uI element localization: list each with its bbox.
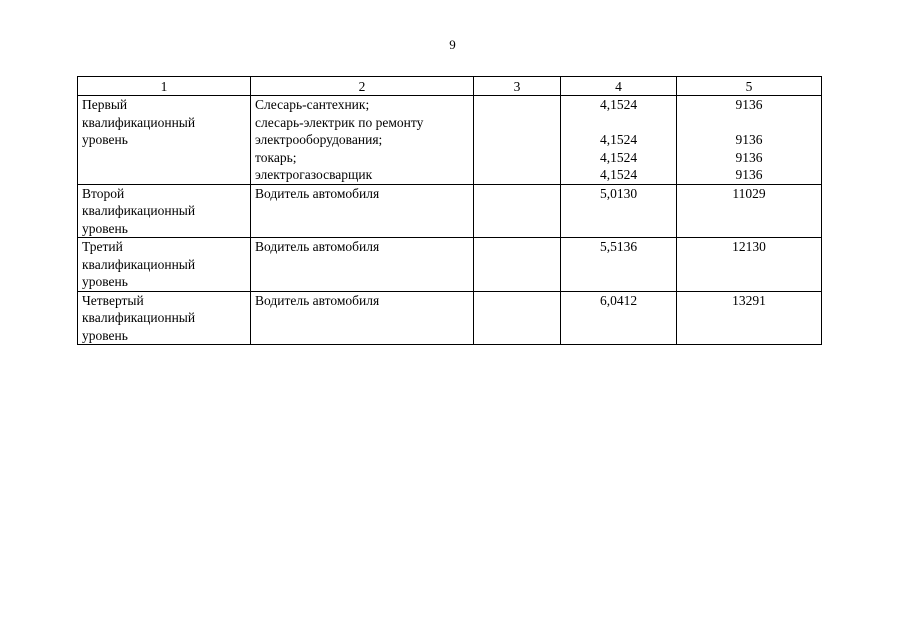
column-3-cell bbox=[474, 96, 561, 185]
table-row bbox=[78, 96, 822, 185]
coefficient-cell bbox=[561, 184, 677, 238]
column-header-4: 4 bbox=[561, 77, 677, 96]
level-text-line: уровень bbox=[82, 132, 128, 147]
salary-value bbox=[681, 114, 817, 132]
table-header-row bbox=[78, 77, 822, 96]
level-text-line: уровень bbox=[82, 327, 128, 343]
salary-value: 9136 bbox=[735, 132, 763, 147]
positions-cell bbox=[251, 238, 474, 292]
position-text-line: электрогазосварщик bbox=[255, 167, 373, 182]
column-header-2: 2 bbox=[251, 77, 474, 96]
column-header-1: 1 bbox=[78, 77, 251, 96]
qualification-level-cell bbox=[78, 96, 251, 185]
positions-cell bbox=[251, 96, 474, 185]
coefficient-value: 4,1524 bbox=[599, 149, 638, 165]
level-text-line: квалификационный bbox=[82, 114, 196, 130]
page-number: 9 bbox=[449, 37, 456, 52]
coefficient-cell bbox=[561, 238, 677, 292]
coefficient-value: 4,1524 bbox=[599, 132, 638, 147]
salary-value: 12130 bbox=[732, 239, 766, 254]
qualification-level-cell bbox=[78, 238, 251, 292]
salary-cell bbox=[677, 291, 822, 345]
coefficient-value: 4,1524 bbox=[599, 97, 638, 112]
coefficient-value: 6,0412 bbox=[599, 292, 638, 308]
level-text-line: уровень bbox=[82, 220, 128, 236]
level-text-line: квалификационный bbox=[82, 310, 196, 325]
salary-value: 9136 bbox=[735, 97, 763, 112]
coefficient-value: 4,1524 bbox=[599, 167, 638, 182]
position-text-line: Водитель автомобиля bbox=[255, 185, 380, 201]
position-text-line: Водитель автомобиля bbox=[255, 239, 380, 254]
position-text-line: слесарь-электрик по ремонту bbox=[255, 114, 424, 130]
qualification-level-cell bbox=[78, 291, 251, 345]
salary-value: 9136 bbox=[735, 167, 763, 182]
table-row bbox=[78, 238, 822, 292]
level-text-line: Первый bbox=[82, 97, 128, 112]
positions-cell bbox=[251, 184, 474, 238]
level-text-line: Второй bbox=[82, 185, 125, 201]
position-text-line: электрооборудования; bbox=[255, 132, 383, 147]
coefficient-value bbox=[565, 114, 672, 132]
table-row bbox=[78, 184, 822, 238]
column-3-cell bbox=[474, 238, 561, 292]
salary-value: 9136 bbox=[735, 149, 763, 165]
column-3-cell bbox=[474, 291, 561, 345]
coefficient-cell bbox=[561, 96, 677, 185]
salary-cell bbox=[677, 184, 822, 238]
salary-value: 11029 bbox=[732, 185, 766, 201]
salary-value: 13291 bbox=[732, 292, 766, 308]
salary-cell bbox=[677, 238, 822, 292]
level-text-line: уровень bbox=[82, 274, 128, 289]
qualification-level-cell bbox=[78, 184, 251, 238]
position-text-line: токарь; bbox=[255, 149, 297, 165]
level-text-line: квалификационный bbox=[82, 256, 196, 272]
position-text-line: Водитель автомобиля bbox=[255, 292, 380, 308]
column-3-cell bbox=[474, 184, 561, 238]
table-row bbox=[78, 291, 822, 345]
salary-cell bbox=[677, 96, 822, 185]
positions-cell bbox=[251, 291, 474, 345]
salary-table bbox=[77, 76, 822, 345]
coefficient-value: 5,5136 bbox=[599, 239, 638, 254]
level-text-line: Третий bbox=[82, 239, 123, 254]
level-text-line: Четвертый bbox=[82, 292, 144, 308]
coefficient-cell bbox=[561, 291, 677, 345]
level-text-line: квалификационный bbox=[82, 203, 196, 218]
column-header-3: 3 bbox=[474, 77, 561, 96]
column-header-5: 5 bbox=[677, 77, 822, 96]
coefficient-value: 5,0130 bbox=[599, 185, 638, 201]
position-text-line: Слесарь-сантехник; bbox=[255, 97, 370, 112]
